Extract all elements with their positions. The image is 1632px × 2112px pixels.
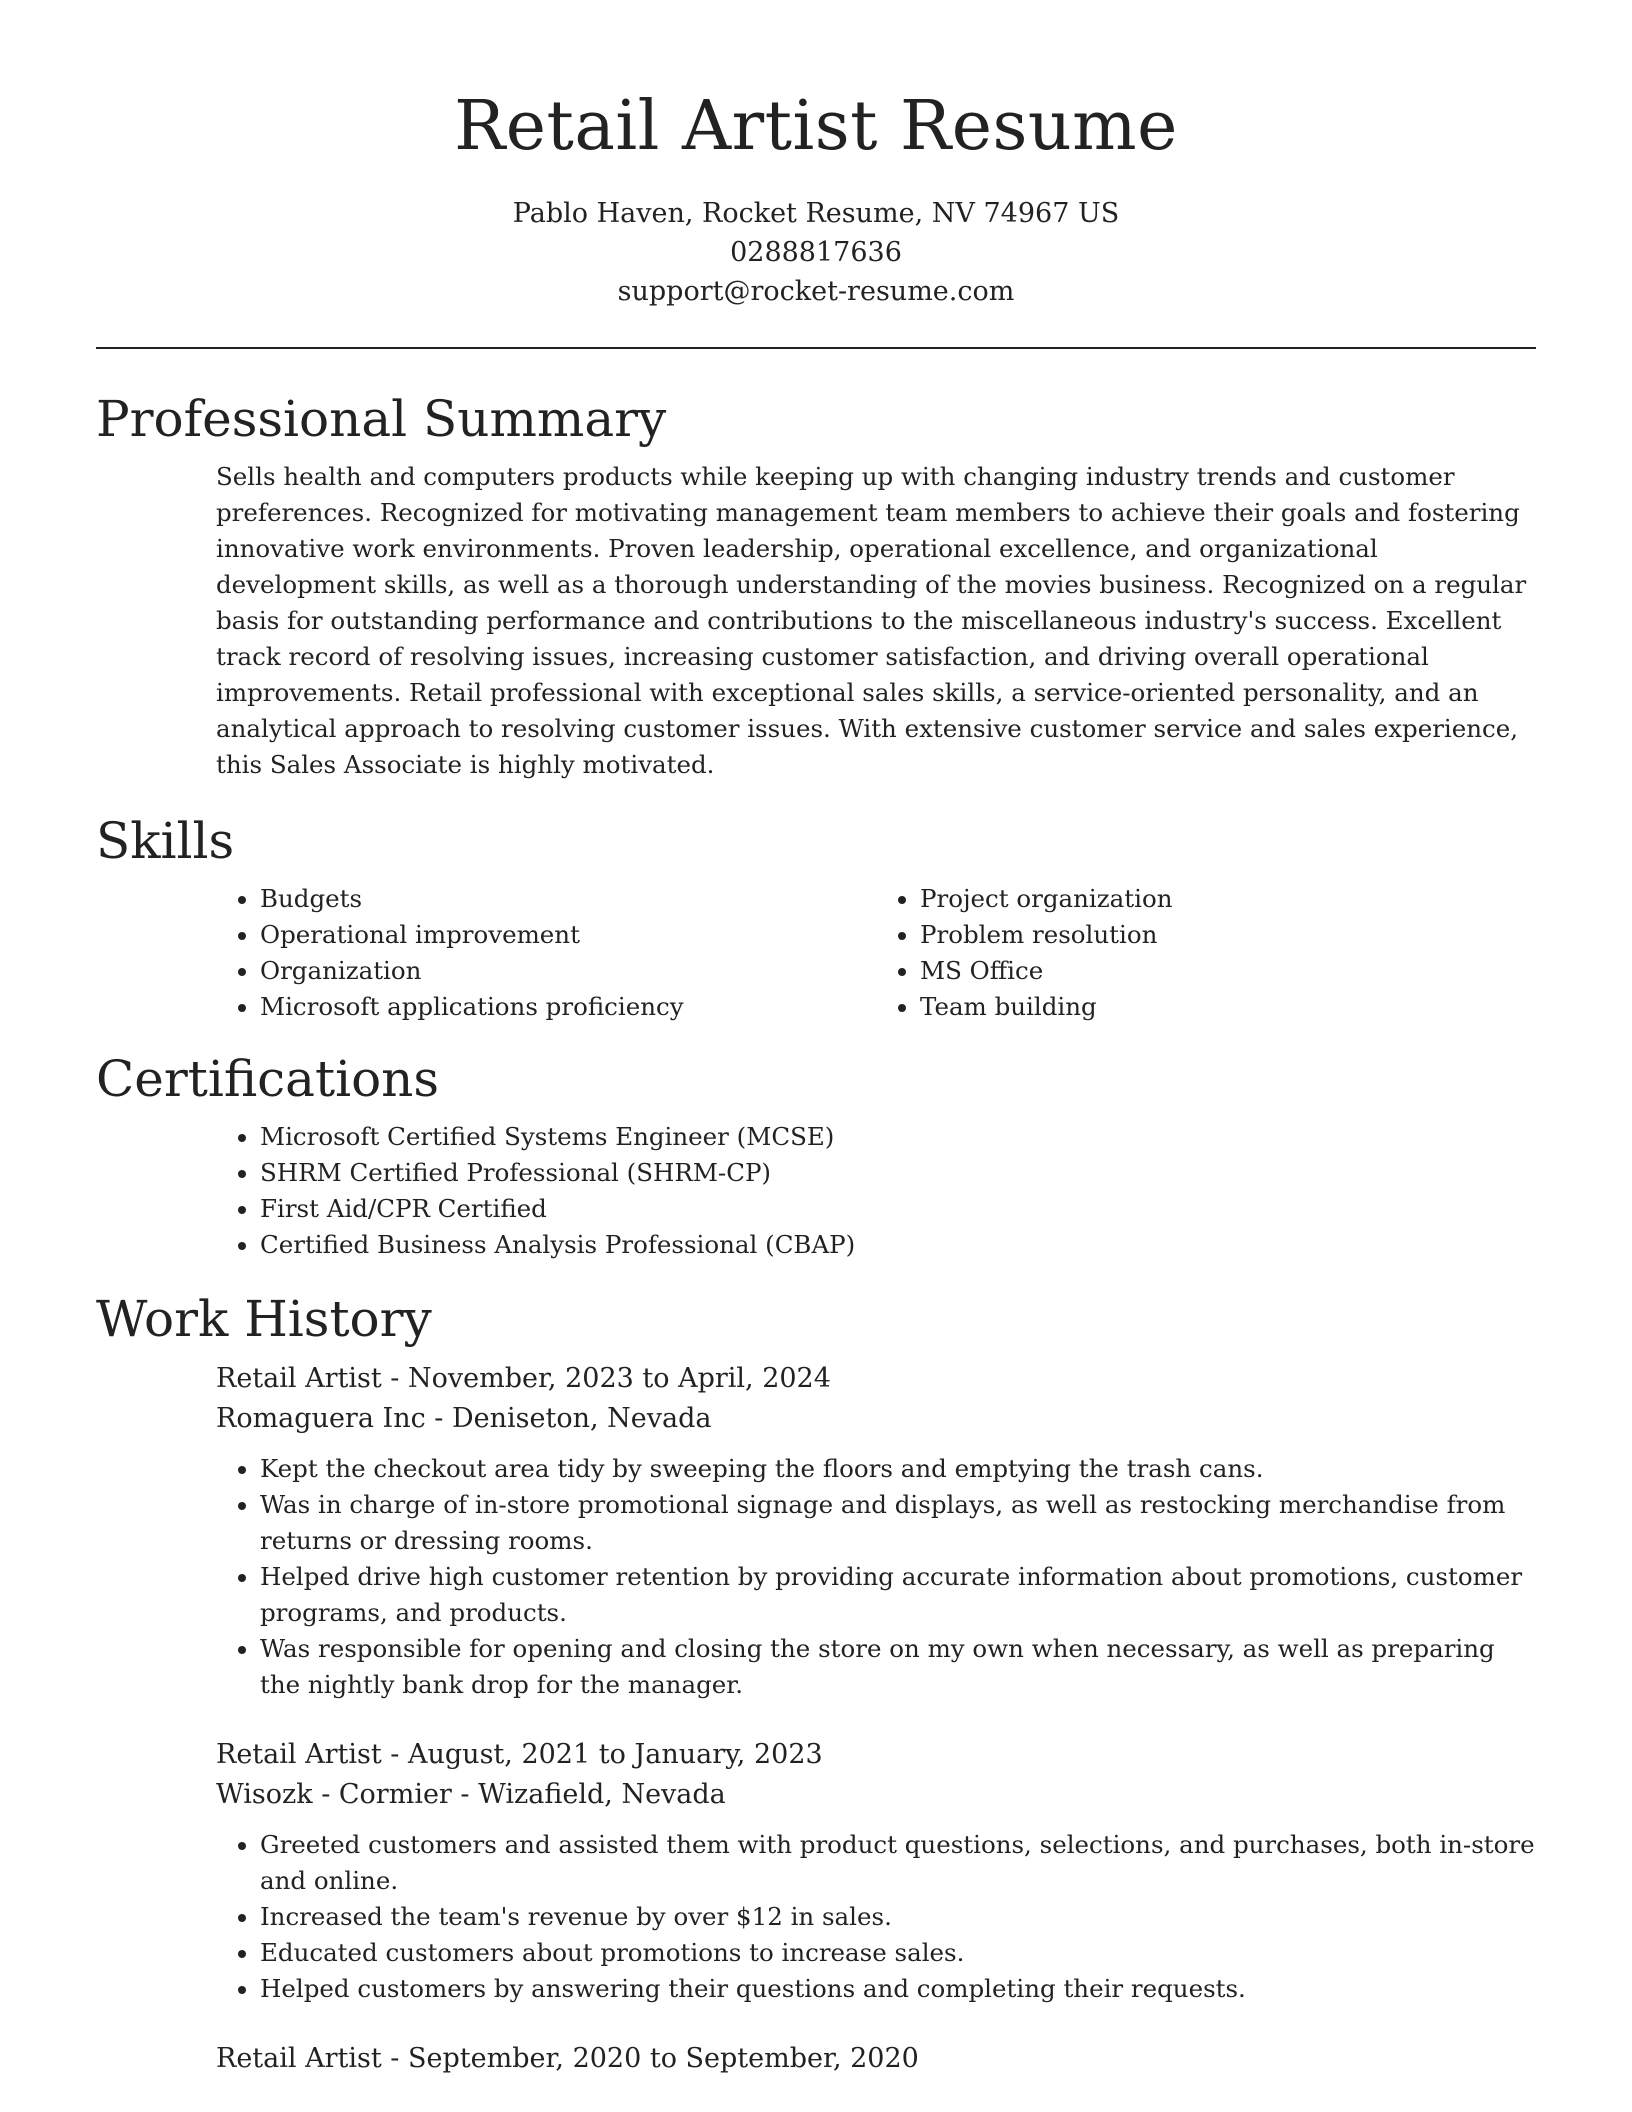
header-divider	[96, 347, 1536, 349]
job-company: Wisozk - Cormier	[216, 1779, 452, 1810]
resume-header	[96, 0, 1536, 311]
job-entry	[216, 2039, 1536, 2079]
job-title: Retail Artist	[216, 1363, 382, 1394]
job-location: - Deniseton, Nevada	[425, 1403, 712, 1434]
skill-item: • Operational improvement	[260, 917, 876, 953]
certification-item: • Certified Business Analysis Professional (CBAP)	[260, 1227, 1536, 1263]
job-company-line	[216, 1775, 1536, 1815]
job-bullet: • Greeted customers and assisted them with product questions, selections, and purchases, both in-store and online.	[260, 1827, 1536, 1899]
job-bullet: • Was responsible for opening and closing the store on my own when necessary, as well as preparing the nightly bank drop for the manager.	[260, 1631, 1536, 1703]
job-bullets	[216, 1827, 1536, 2007]
page-title: Retail Artist Resume	[454, 87, 1178, 166]
skills-heading: Skills	[96, 812, 235, 870]
skill-item: • Budgets	[260, 881, 876, 917]
job-dates: - September, 2020 to September, 2020	[381, 2043, 919, 2074]
job-company: Romaguera Inc	[216, 1403, 426, 1434]
certifications-list	[216, 1119, 1536, 1263]
job-bullet: • Was in charge of in-store promotional signage and displays, as well as restocking merchandise from returns or dressing rooms.	[260, 1487, 1536, 1559]
contact-email: support@rocket-resume.com	[617, 276, 1015, 307]
summary-text: Sells health and computers products while keeping up with changing industry trends and customer preferences. Recognized for motivating management team members to achieve their goals and fostering innovative work environments. Proven leadership, operational excellence, and organizational development skills, as well as a thorough understanding of the movies business. Recognized on a regular basis for outstanding performance and contributions to the miscellaneous industry's success. Excellent track record of resolving issues, increasing customer satisfaction, and driving overall operational improvements. Retail professional with exceptional sales skills, a service-oriented personality, and an analytical approach to resolving customer issues. With extensive customer service and sales experience, this Sales Associate is highly motivated.	[216, 462, 1527, 779]
skills-column-right	[876, 881, 1536, 1025]
job-title-line	[216, 1359, 1536, 1399]
certification-item: • SHRM Certified Professional (SHRM-CP)	[260, 1155, 1536, 1191]
skill-item: • Team building	[920, 989, 1536, 1025]
job-location: - Wizafield, Nevada	[451, 1779, 726, 1810]
job-title: Retail Artist	[216, 1739, 382, 1770]
summary-heading: Professional Summary	[96, 390, 667, 448]
job-bullet: • Increased the team's revenue by over $12 in sales.	[260, 1899, 1536, 1935]
certifications-heading: Certifications	[96, 1050, 440, 1108]
job-dates: - August, 2021 to January, 2023	[381, 1739, 823, 1770]
contact-block	[96, 194, 1536, 311]
job-bullet: • Kept the checkout area tidy by sweeping the floors and emptying the trash cans.	[260, 1451, 1536, 1487]
job-bullet: • Helped drive high customer retention by providing accurate information about promotions, customer programs, and products.	[260, 1559, 1536, 1631]
resume-page	[96, 0, 1536, 2079]
skill-item: • Microsoft applications proficiency	[260, 989, 876, 1025]
job-entry	[216, 1359, 1536, 1703]
job-title: Retail Artist	[216, 2043, 382, 2074]
skill-item: • Project organization	[920, 881, 1536, 917]
job-entry	[216, 1735, 1536, 2007]
job-title-line	[216, 2039, 1536, 2079]
job-company-line	[216, 1399, 1536, 1439]
job-dates: - November, 2023 to April, 2024	[381, 1363, 831, 1394]
skills-list	[216, 881, 1536, 1025]
skills-column-left	[216, 881, 876, 1025]
work-history-heading: Work History	[96, 1290, 432, 1348]
job-bullets	[216, 1451, 1536, 1703]
job-bullet: • Educated customers about promotions to increase sales.	[260, 1935, 1536, 1971]
certification-item: • Microsoft Certified Systems Engineer (MCSE)	[260, 1119, 1536, 1155]
contact-address: Pablo Haven, Rocket Resume, NV 74967 US	[512, 198, 1120, 229]
job-title-line	[216, 1735, 1536, 1775]
job-bullet: • Helped customers by answering their questions and completing their requests.	[260, 1971, 1536, 2007]
skill-item: • Organization	[260, 953, 876, 989]
contact-phone: 0288817636	[730, 237, 902, 268]
skill-item: • MS Office	[920, 953, 1536, 989]
certification-item: • First Aid/CPR Certified	[260, 1191, 1536, 1227]
skill-item: • Problem resolution	[920, 917, 1536, 953]
